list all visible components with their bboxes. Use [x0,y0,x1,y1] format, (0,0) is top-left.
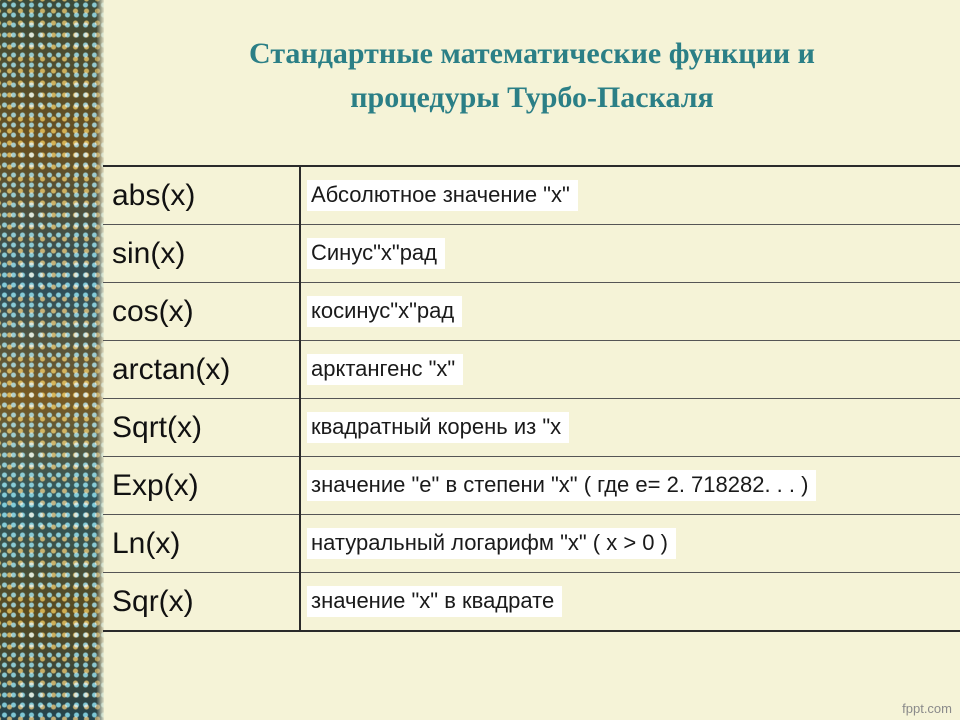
table-row [103,166,960,225]
table-row [103,573,960,632]
table-row [103,457,960,515]
function-name: abs(x) [103,166,300,225]
function-description-cell [300,457,960,515]
table-row [103,283,960,341]
function-name: Exp(x) [103,457,300,515]
function-description-cell [300,573,960,632]
function-description-cell [300,283,960,341]
function-description: значение "x" в квадрате [307,586,562,617]
function-description-cell [300,225,960,283]
decorative-sidebar [0,0,104,720]
function-name: cos(x) [103,283,300,341]
table-row [103,341,960,399]
function-description-cell [300,399,960,457]
title-line-1: Стандартные математические функции и [249,37,815,70]
function-description: арктангенс "x" [307,354,463,385]
watermark: fppt.com [902,701,952,716]
table-row [103,515,960,573]
function-description: Синус"x"рад [307,238,445,269]
table-row [103,399,960,457]
function-description: Абсолютное значение "x" [307,180,578,211]
function-name: Sqr(x) [103,573,300,632]
function-description: косинус"x"рад [307,296,462,327]
function-name: arctan(x) [103,341,300,399]
functions-table [103,165,960,632]
function-description: квадратный корень из "x [307,412,569,443]
table-row [103,225,960,283]
function-description-cell [300,515,960,573]
function-description: натуральный логарифм "x" ( x > 0 ) [307,528,676,559]
title-line-2: процедуры Турбо-Паскаля [350,81,714,114]
function-name: sin(x) [103,225,300,283]
function-description-cell [300,341,960,399]
function-description-cell [300,166,960,225]
function-name: Ln(x) [103,515,300,573]
function-name: Sqrt(x) [103,399,300,457]
page-title [104,32,960,120]
function-description: значение "e" в степени "x" ( где e= 2. 718282. . . ) [307,470,816,501]
